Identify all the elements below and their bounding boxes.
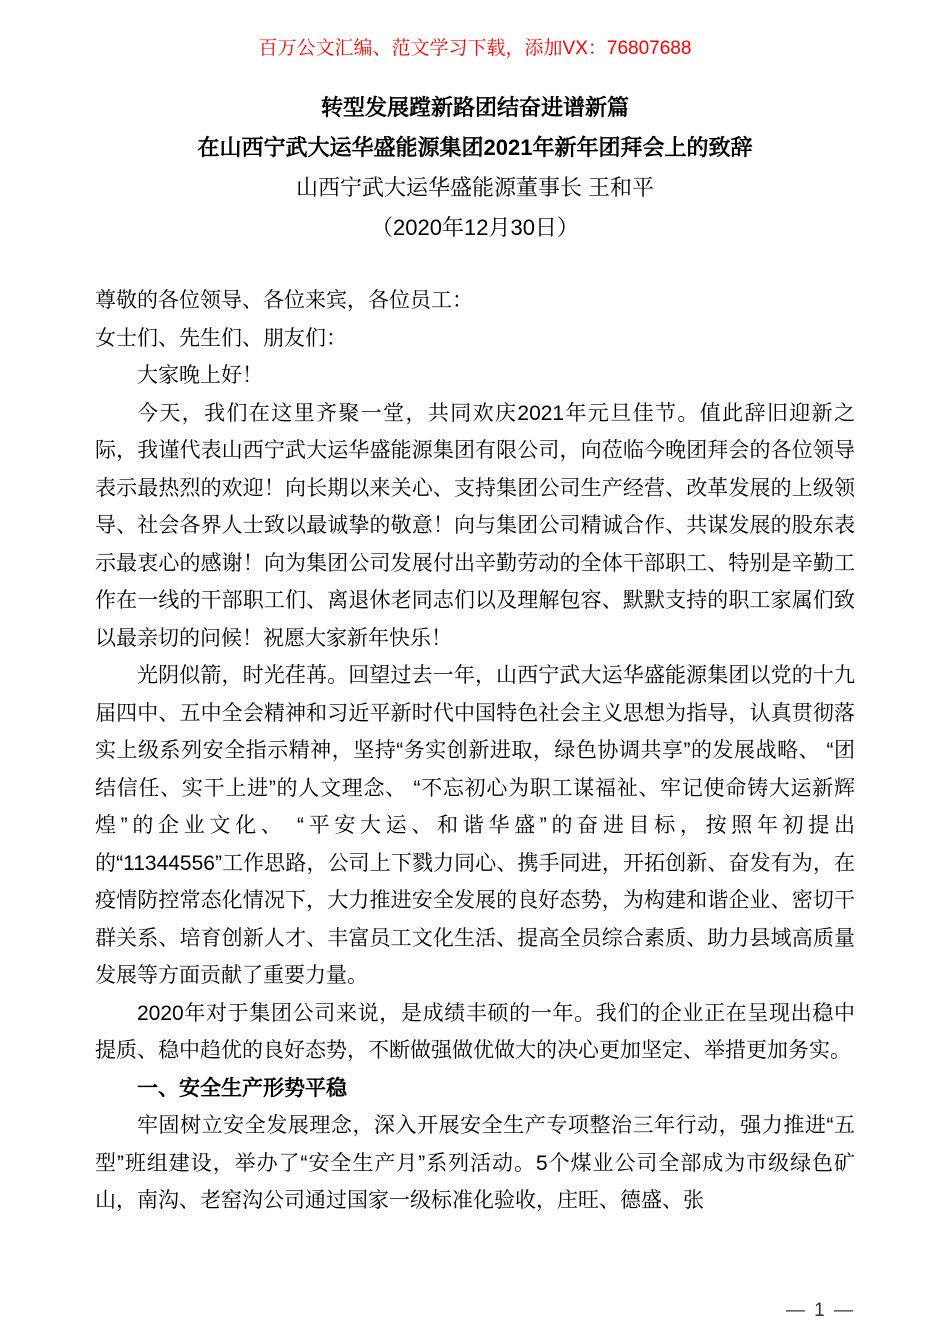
paragraph: 光阴似箭，时光荏苒。回望过去一年，山西宁武大运华盛能源集团以党的十九届四中、五中全会精神和习近平新时代中国特色社会主义思想为指导，认真贯彻落实上级系列安全指示精神，坚持“务实创新进取，绿色协调共享”的发展战略、 “团结信任、实干上进”的人文理念、 “不忘初心为职工谋福祉、牢记使命铸大运新辉煌”的企业文化、 “平安大运、和谐华盛”的奋进目标，按照年初提出的“11344556”工作思路，公司上下戮力同心、携手同进，开拓创新、奋发有为，在疫情防控常态化情况下，大力推进安全发展的良好态势，为构建和谐企业、密切干群关系、培育创新人才、丰富员工文化生活、提高全员综合素质、助力县域高质量发展等方面贡献了重要力量。 <box>95 664 855 987</box>
paragraph: 牢固树立安全发展理念，深入开展安全生产专项整治三年行动，强力推进“五型”班组建设，举办了“安全生产月”系列活动。5个煤业公司全部成为市级绿色矿山，南沟、老窑沟公司通过国家一级标准化验收，庄旺、德盛、张 <box>95 1114 855 1212</box>
document-body <box>95 282 855 1220</box>
greeting-line: 大家晚上好！ <box>137 364 263 387</box>
author-line: 山西宁武大运华盛能源董事长 王和平 <box>295 175 655 200</box>
date-line: （2020年12月30日） <box>371 215 579 240</box>
title-block <box>95 88 855 248</box>
section-heading: 一、安全生产形势平稳 <box>137 1076 347 1100</box>
paragraph: 今天，我们在这里齐聚一堂，共同欢庆2021年元旦佳节。值此辞旧迎新之际，我谨代表山西宁武大运华盛能源集团有限公司，向莅临今晚团拜会的各位领导表示最热烈的欢迎！向长期以来关心、支持集团公司生产经营、改革发展的上级领导、社会各界人士致以最诚挚的敬意！向与集团公司精诚合作、共谋发展的股东表示最衷心的感谢！向为集团公司发展付出辛勤劳动的全体干部职工、特别是辛勤工作在一线的干部职工们、离退休老同志们以及理解包容、默默支持的职工家属们致以最亲切的问候！祝愿大家新年快乐！ <box>95 401 855 650</box>
salutation-line: 尊敬的各位领导、各位来宾，各位员工： <box>95 289 473 312</box>
document-title: 转型发展蹚新路团结奋进谱新篇 <box>320 95 629 120</box>
page-number: — 1 — <box>785 1300 855 1321</box>
promo-banner: 百万公文汇编、范文学习下载，添加VX：76807688 <box>258 38 692 59</box>
salutation-line: 女士们、先生们、朋友们： <box>95 326 347 350</box>
paragraph: 2020年对于集团公司来说，是成绩丰硕的一年。我们的企业正在呈现出稳中提质、稳中趋优的良好态势，不断做强做优做大的决心更加坚定、举措更加务实。 <box>95 1001 855 1062</box>
document-subtitle: 在山西宁武大运华盛能源集团2021年新年团拜会上的致辞 <box>197 135 753 160</box>
